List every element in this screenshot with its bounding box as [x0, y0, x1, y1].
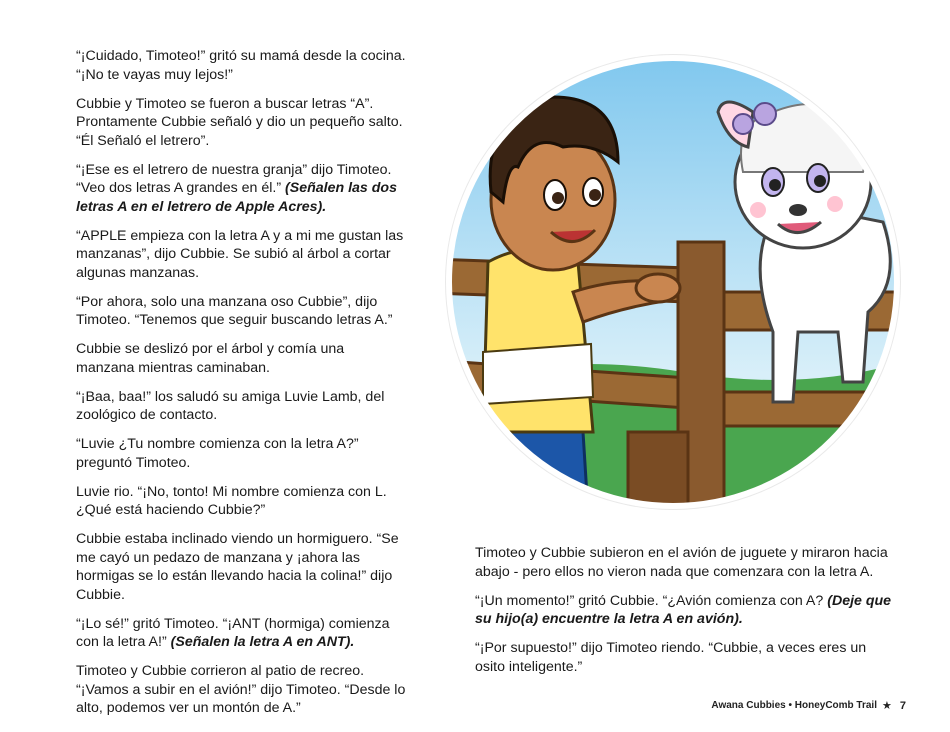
page-footer: [711, 699, 906, 712]
page-number: 7: [899, 699, 906, 712]
paragraph: Timoteo y Cubbie subieron en el avión de juguete y miraron hacia abajo - pero ellos no vieron nada que comenzara con la letra A.: [475, 545, 888, 580]
boy-and-lamb-illustration: [443, 52, 903, 512]
paragraph: “¡Un momento!” gritó Cubbie. “¿Avión comienza con A? (Deje que su hijo(a) encuentre la letra A en avión).: [475, 592, 892, 627]
paragraph: Cubbie se deslizó por el árbol y comía una manzana mientras caminaban.: [76, 341, 345, 376]
paragraph: Luvie rio. “¡No, tonto! Mi nombre comienza con L. ¿Qué está haciendo Cubbie?”: [76, 483, 387, 518]
paragraph: Cubbie y Timoteo se fueron a buscar letras “A”. Prontamente Cubbie señaló y dio un pequeño salto. “Él Señaló el letrero”.: [76, 95, 403, 149]
paragraph: “Por ahora, solo una manzana oso Cubbie”, dijo Timoteo. “Tenemos que seguir buscando letras A.”: [76, 293, 393, 328]
paragraph: Timoteo y Cubbie corrieron al patio de recreo. “¡Vamos a subir en el avión!” dijo Timoteo. “Desde lo alto, podemos ver un montón de A.”: [76, 663, 406, 716]
star-icon: ★: [882, 700, 892, 712]
paragraph: “Luvie ¿Tu nombre comienza con la letra A?” preguntó Timoteo.: [76, 436, 359, 471]
paragraph: “¡Baa, baa!” los saludó su amiga Luvie Lamb, del zoológico de contacto.: [76, 388, 385, 423]
paragraph: “¡Ese es el letrero de nuestra granja” dijo Timoteo. “Veo dos letras A grandes en él.” (Señalen las dos letras A en el letrero de Apple Acres).: [76, 161, 397, 215]
footer-brand: Awana Cubbies • HoneyComb Trail: [711, 700, 877, 711]
paragraph: “¡Cuidado, Timoteo!” gritó su mamá desde la cocina. “¡No te vayas muy lejos!”: [76, 48, 406, 83]
story-text-right: [475, 544, 895, 687]
story-text-left: [76, 47, 406, 728]
paragraph: Cubbie estaba inclinado viendo un hormiguero. “Se me cayó un pedazo de manzana y ¡ahora las hormigas se lo están llevando hacia la colina!” dijo Cubbie.: [76, 531, 399, 603]
instruction-text: (Señalen las dos letras A en el letrero de Apple Acres).: [76, 180, 397, 215]
paragraph: “APPLE empieza con la letra A y a mi me gustan las manzanas”, dijo Cubbie. Se subió al árbol a cortar algunas manzanas.: [76, 227, 404, 281]
instruction-text: (Deje que su hijo(a) encuentre la letra A en avión).: [475, 592, 892, 627]
paragraph: “¡Lo sé!” gritó Timoteo. “¡ANT (hormiga) comienza con la letra A!” (Señalen la letra A en ANT).: [76, 615, 390, 650]
instruction-text: (Señalen la letra A en ANT).: [170, 634, 355, 650]
paragraph: “¡Por supuesto!” dijo Timoteo riendo. “Cubbie, a veces eres un osito inteligente.”: [475, 640, 867, 675]
